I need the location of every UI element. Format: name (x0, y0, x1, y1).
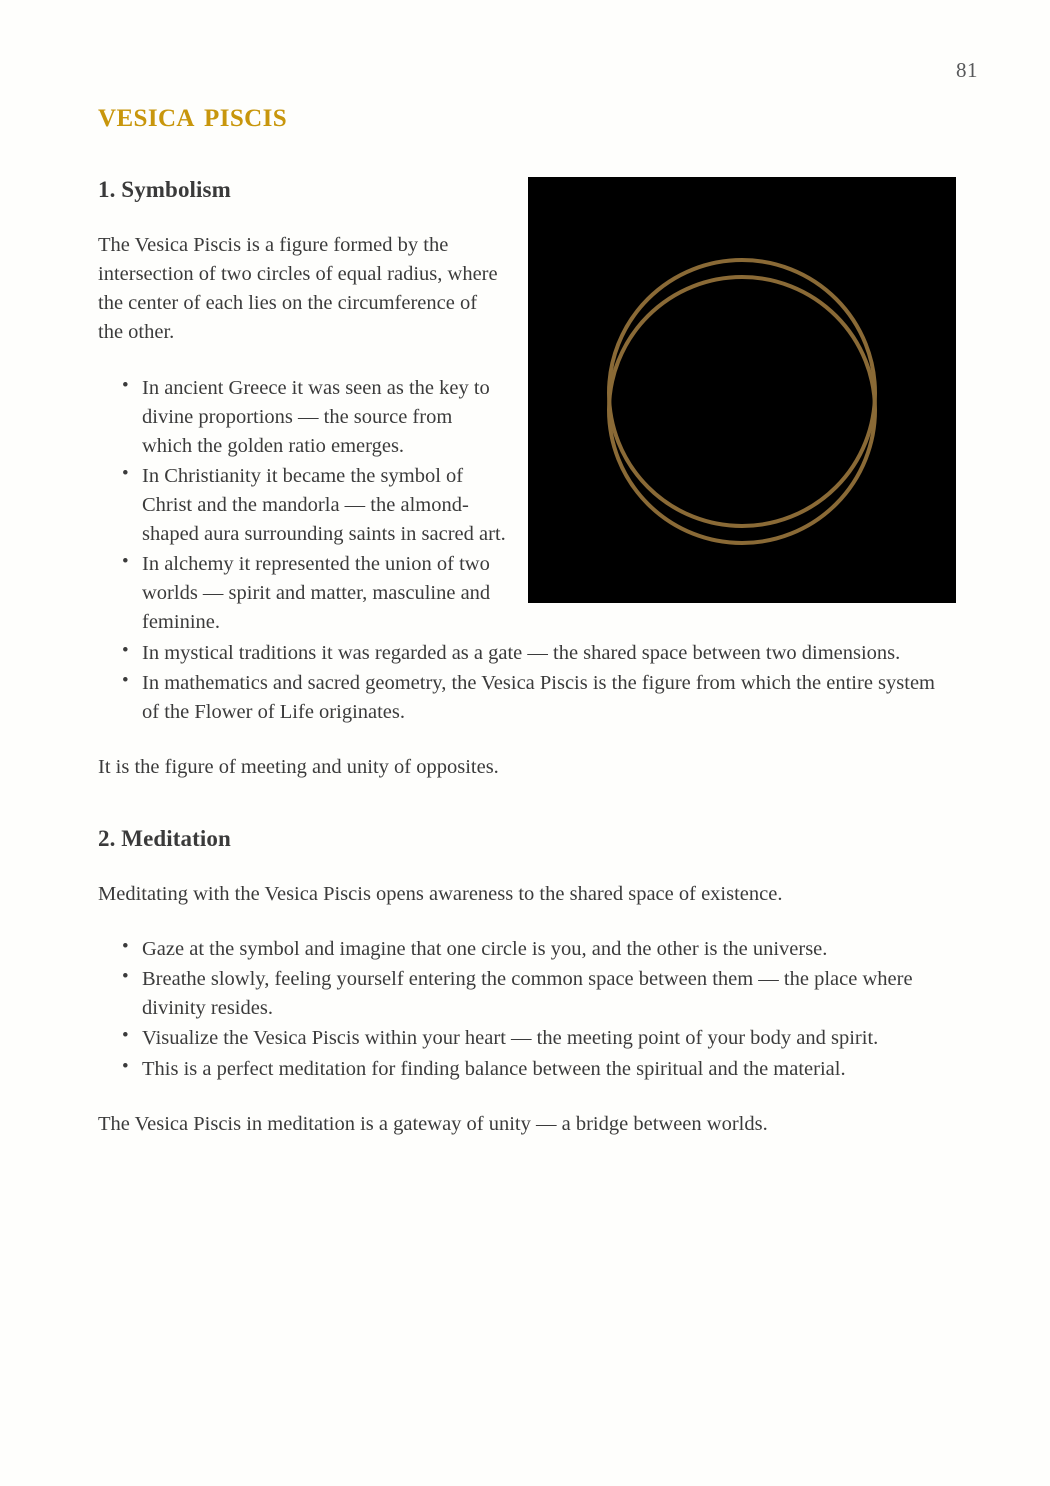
meditation-closing-paragraph: The Vesica Piscis in meditation is a gateway of unity — a bridge between worlds. (98, 1112, 768, 1135)
list-item: • In alchemy it represented the union of two worlds — spirit and matter, masculine and feminine. (98, 550, 956, 637)
list-item: • In ancient Greece it was seen as the key to divine proportions — the source from which the golden ratio emerges. (98, 374, 956, 461)
symbolism-bullet-list (98, 374, 956, 727)
list-item: • In mystical traditions it was regarded as a gate — the shared space between two dimensions. (98, 639, 956, 668)
page-title: vesica piscis (98, 95, 288, 134)
list-item: • Gaze at the symbol and imagine that one circle is you, and the other is the universe. (98, 935, 956, 964)
list-item: • This is a perfect meditation for finding balance between the spiritual and the material. (98, 1055, 956, 1084)
list-item: • Visualize the Vesica Piscis within your heart — the meeting point of your body and spirit. (98, 1024, 956, 1053)
section-symbolism (98, 177, 956, 753)
meditation-intro-paragraph: Meditating with the Vesica Piscis opens awareness to the shared space of existence. (98, 882, 783, 905)
page-number: 81 (956, 58, 978, 82)
symbolism-intro-paragraph: The Vesica Piscis is a figure formed by the intersection of two circles of equal radius, where the center of each lies on the circumference of the other. (98, 234, 498, 344)
list-item: • In mathematics and sacred geometry, the Vesica Piscis is the figure from which the entire system of the Flower of Life originates. (98, 669, 956, 727)
page-content (98, 96, 956, 1165)
section-heading-symbolism: 1. Symbolism (98, 177, 231, 203)
section-heading-meditation: 2. Meditation (98, 825, 231, 851)
symbolism-closing-paragraph: It is the figure of meeting and unity of opposites. (98, 755, 499, 778)
list-item: • Breathe slowly, feeling yourself entering the common space between them — the place where divinity resides. (98, 965, 956, 1023)
meditation-bullet-list (98, 935, 956, 1084)
list-item: • In Christianity it became the symbol of Christ and the mandorla — the almond-shaped aura surrounding saints in sacred art. (98, 462, 956, 549)
